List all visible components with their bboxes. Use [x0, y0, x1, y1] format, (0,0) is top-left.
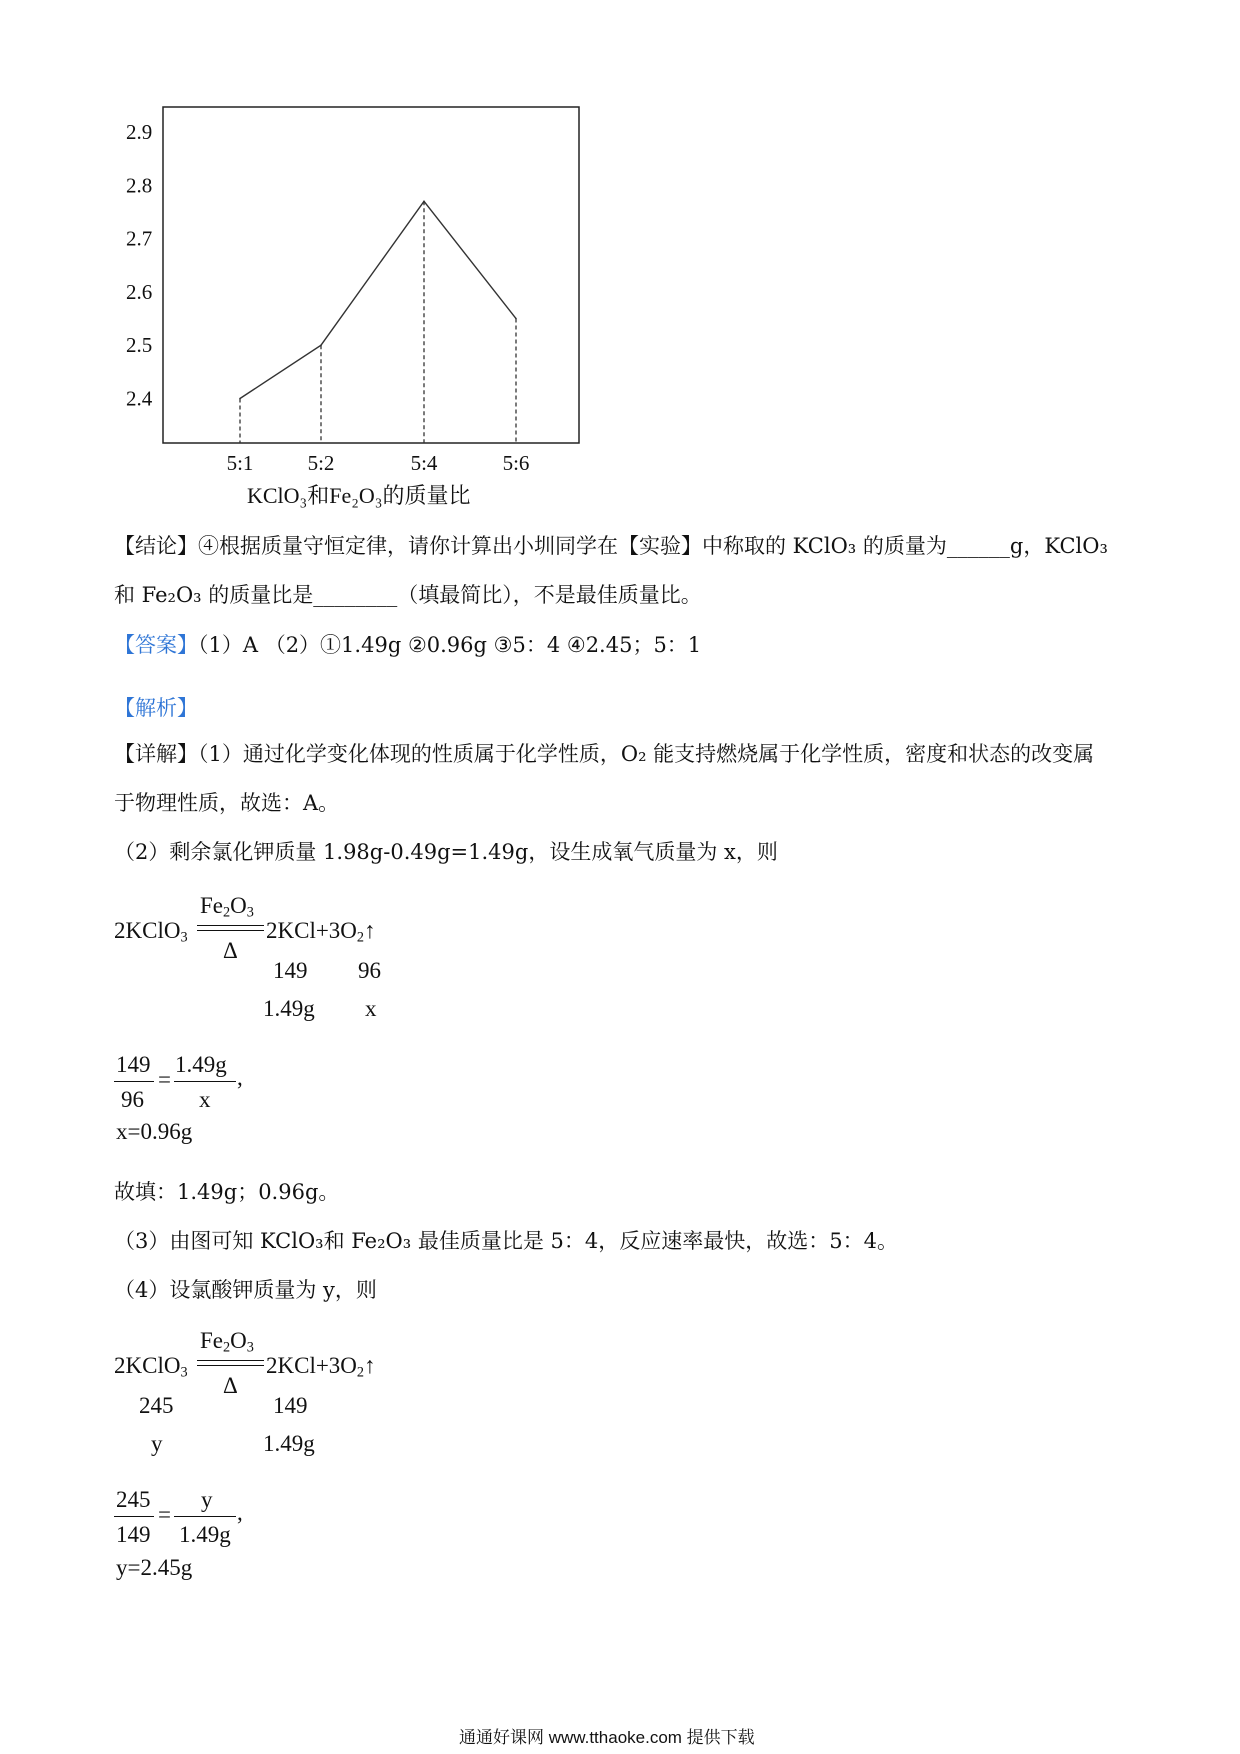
eq2-catalyst: $Fe_2O_3$ [200, 1328, 254, 1356]
detail-tag: 【详解】 [114, 742, 198, 766]
y-tick-label: 2.5 [126, 333, 153, 358]
conclusion-tag: 【结论】 [114, 534, 198, 558]
ratio1-equals: = [158, 1067, 171, 1092]
eq1-equal-bar-bottom [197, 930, 264, 931]
detail-text-1: （1）通过化学变化体现的性质属于化学性质，O₂ 能支持燃烧属于化学性质，密度和状态的改变属 [198, 742, 1095, 766]
ratio2-num-left: 245 [116, 1487, 151, 1512]
ratio2-comma: , [237, 1500, 243, 1525]
result-1: x=0.96g [116, 1119, 193, 1144]
y-tick-label: 2.6 [126, 279, 153, 304]
ratio2-den-left: 149 [116, 1522, 151, 1547]
ratio2-den-right: 1.49g [179, 1522, 231, 1547]
ratio1-bar-left [114, 1081, 154, 1082]
eq2-condition: Δ [223, 1373, 238, 1398]
eq2-product: $2KCl+3O_2↑$ [266, 1353, 376, 1381]
eq2-reactant: 2KClO$_3$ [114, 1353, 188, 1381]
answer-tag: 【答案】 [114, 633, 198, 657]
analysis-tag: 【解析】 [114, 696, 198, 720]
detail-part-2: （2）剩余氯化钾质量 1.98g-0.49g=1.49g，设生成氧气质量为 x，则 [114, 840, 778, 864]
ratio2-equals: = [158, 1502, 171, 1527]
series-line [240, 201, 516, 398]
answer-text: （1）A （2）①1.49g ②0.96g ③5：4 ④2.45；5：1 [198, 633, 702, 657]
eq2-unknown-y: y [151, 1431, 163, 1456]
ratio1-comma: , [237, 1065, 243, 1090]
eq2-equal-bar-top [197, 1360, 264, 1361]
ratio1-num-left: 149 [116, 1052, 151, 1077]
x-tick-label: 5:1 [226, 451, 254, 475]
footer: 通通好课网 www.tthaoke.com 提供下载 [459, 1728, 755, 1747]
chart [0, 0, 1240, 520]
detail-line-2: 于物理性质，故选：A。 [114, 791, 340, 815]
detail-part-4: （4）设氯酸钾质量为 y，则 [114, 1278, 377, 1302]
eq1-mass-96: 96 [358, 958, 381, 983]
answer-line [114, 630, 701, 660]
eq2-mass-149: 149 [273, 1393, 308, 1418]
ratio2-bar-left [114, 1516, 154, 1517]
y-tick-label: 2.9 [126, 120, 153, 144]
eq1-product: $2KCl+3O_2↑$ [266, 918, 376, 946]
y-tick-label: 2.7 [126, 226, 153, 251]
x-tick-label: 5:6 [502, 451, 530, 475]
eq1-given-mass: 1.49g [263, 996, 315, 1021]
x-tick-label: 5:2 [307, 451, 335, 475]
result-2: y=2.45g [116, 1555, 193, 1580]
ratio1-den-right: x [199, 1087, 211, 1112]
eq1-reactant: 2KClO$_3$ [114, 918, 188, 946]
detail-part-3: （3）由图可知 KClO₃和 Fe₂O₃ 最佳质量比是 5：4，反应速率最快，故选：5：4。 [114, 1229, 898, 1253]
y-tick-label: 2.8 [126, 173, 153, 198]
ratio1-bar-right [174, 1081, 236, 1082]
eq2-mass-245: 245 [139, 1393, 174, 1418]
ratio2-bar-right [174, 1516, 236, 1517]
eq2-given-mass: 1.49g [263, 1431, 315, 1456]
eq1-unknown-x: x [365, 996, 377, 1021]
x-axis-label: KClO₃和Fe₂O₃的质量比 [247, 483, 471, 508]
fill-answer-1: 故填：1.49g；0.96g。 [114, 1180, 340, 1204]
eq1-equal-bar-top [197, 925, 264, 926]
eq1-condition: Δ [223, 938, 238, 963]
detail-line-1 [114, 739, 1094, 769]
conclusion-text-1: ④根据质量守恒定律，请你计算出小圳同学在【实验】中称取的 KClO₃ 的质量为______g，KClO₃ [198, 534, 1108, 558]
ratio1-num-right: 1.49g [175, 1052, 227, 1077]
conclusion-line-1 [114, 531, 1108, 561]
eq2-equal-bar-bottom [197, 1365, 264, 1366]
ratio1-den-left: 96 [121, 1087, 144, 1112]
eq1-catalyst: $Fe_2O_3$ [200, 893, 254, 921]
eq1-mass-149: 149 [273, 958, 308, 983]
ratio2-num-right: y [201, 1487, 213, 1512]
conclusion-line-2: 和 Fe₂O₃ 的质量比是________（填最简比），不是最佳质量比。 [114, 583, 702, 607]
x-tick-label: 5:4 [410, 451, 438, 475]
y-tick-label: 2.4 [126, 386, 153, 411]
